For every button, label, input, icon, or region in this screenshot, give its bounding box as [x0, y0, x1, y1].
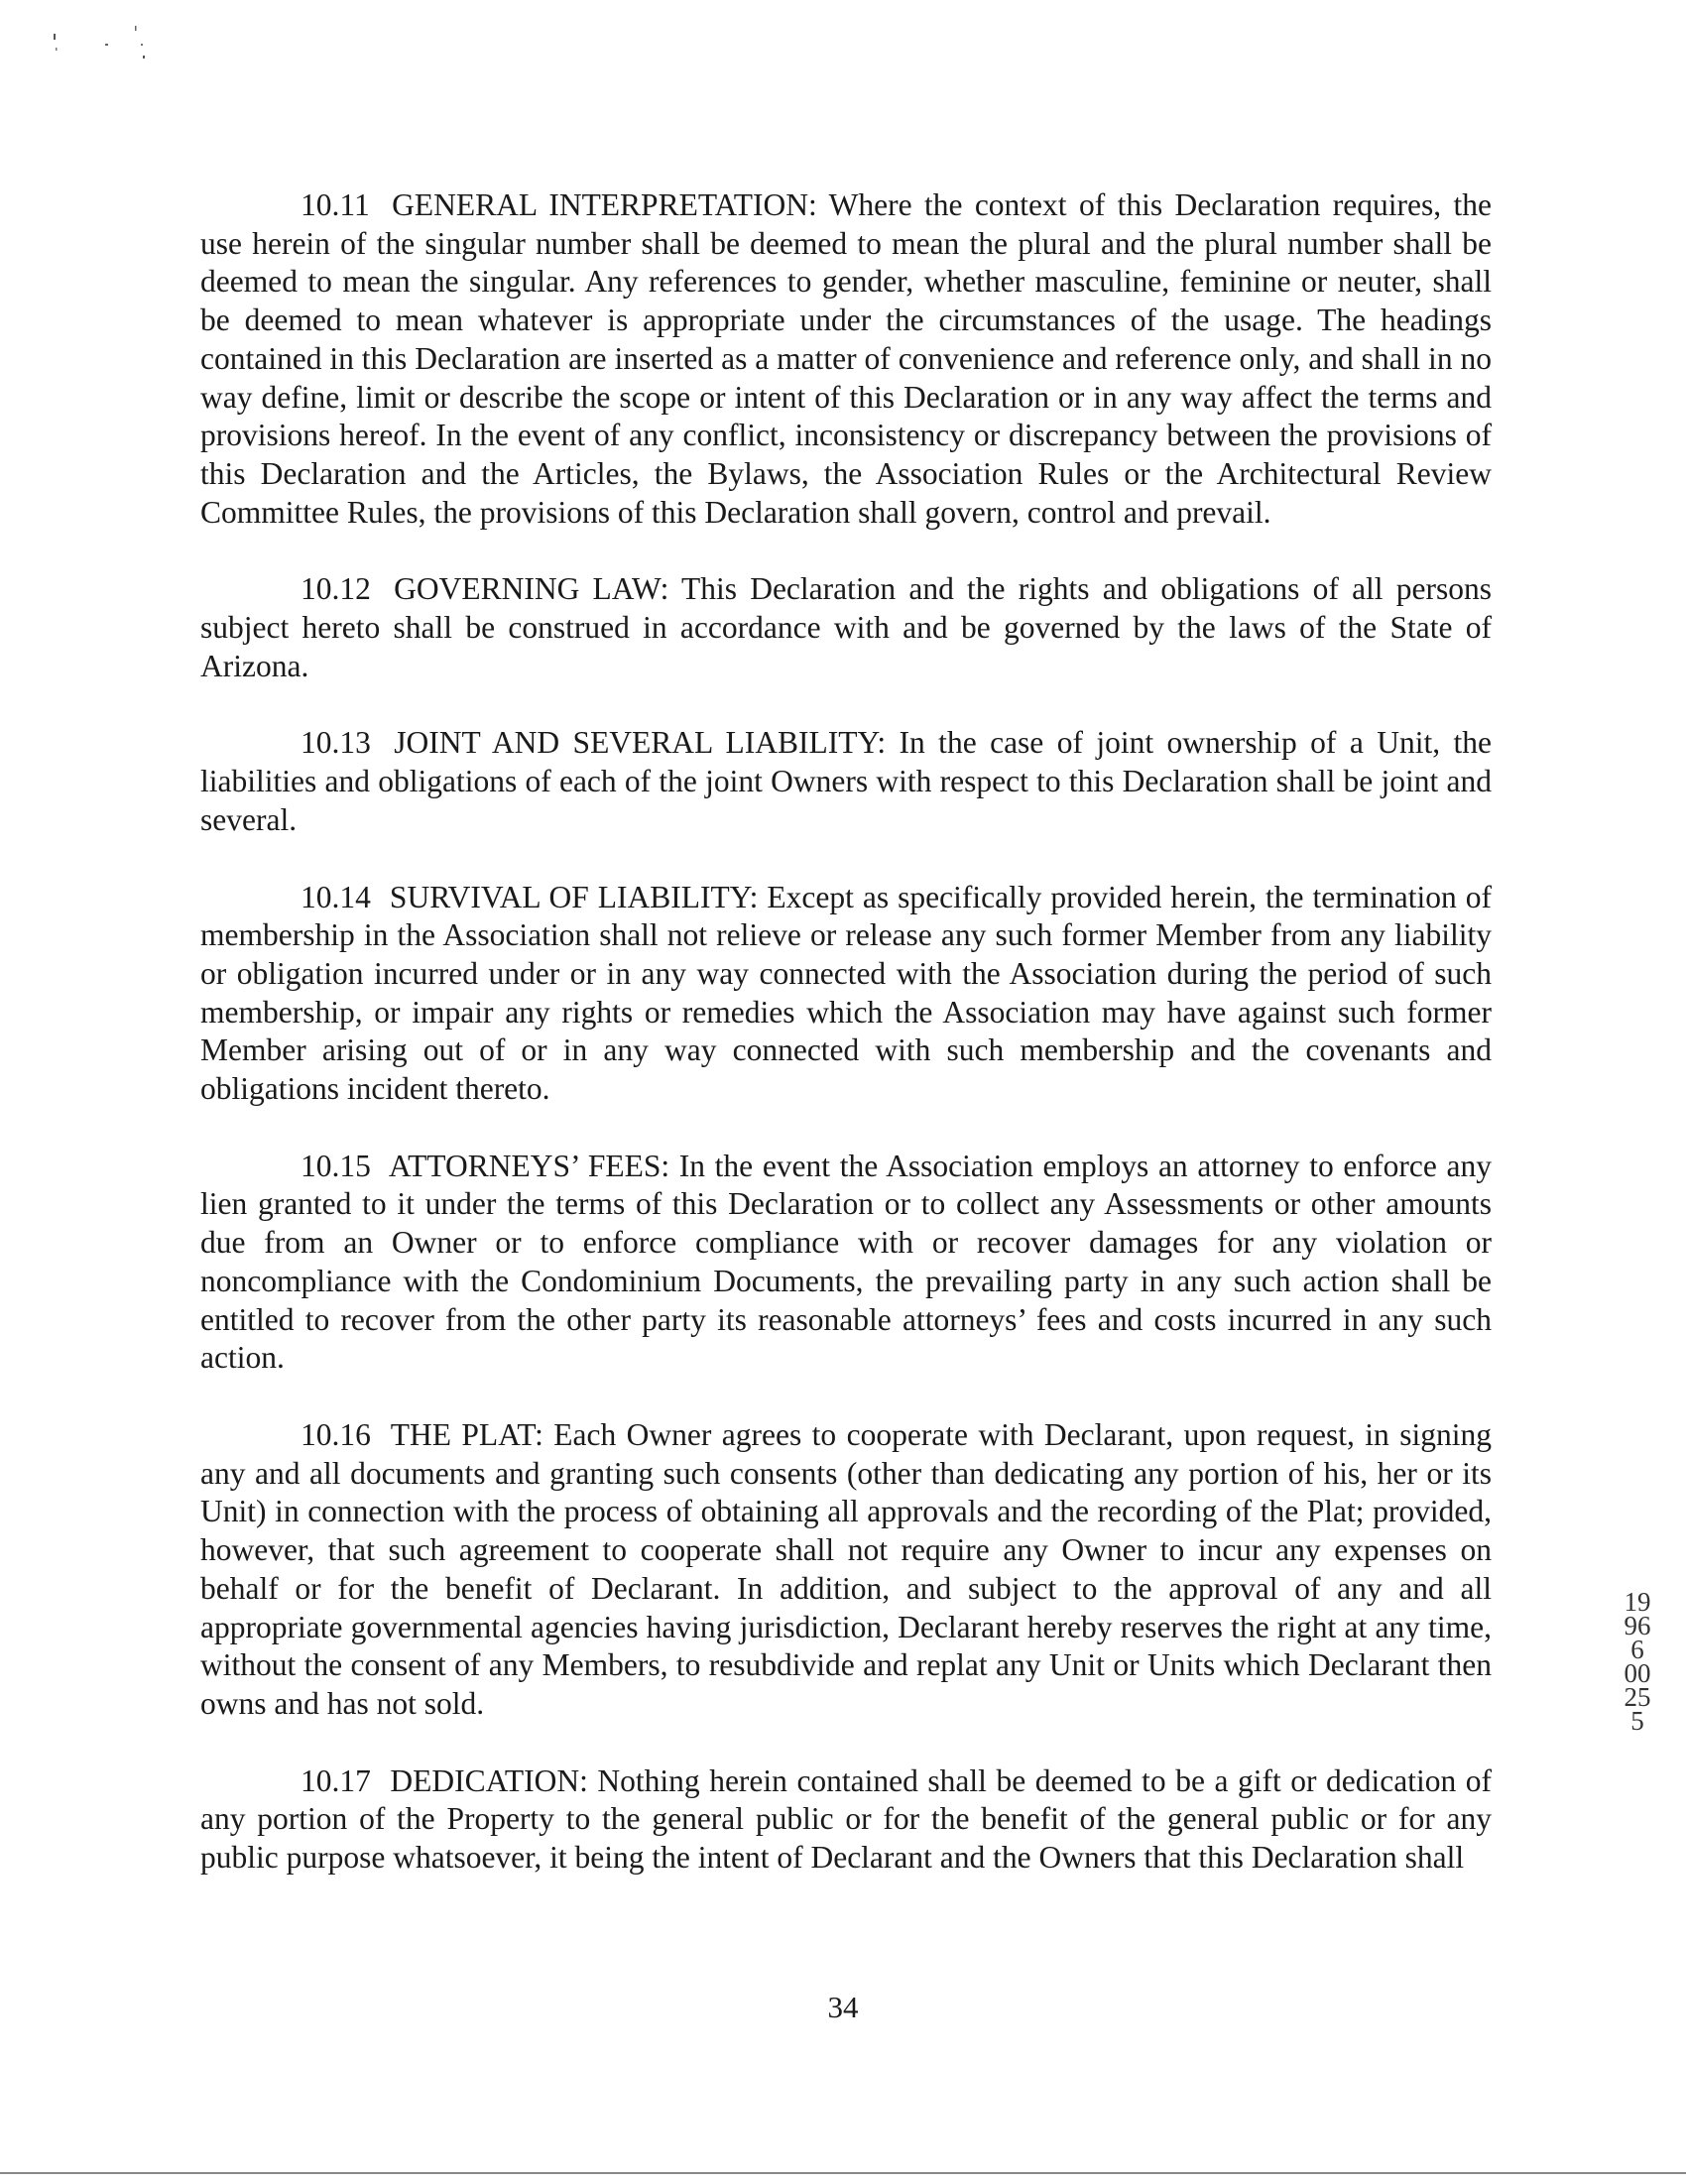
section-number: 10.13 — [301, 725, 371, 761]
section-10-14 — [200, 879, 1492, 1109]
section-10-16 — [200, 1416, 1492, 1724]
section-text: Except as specifically provided herein, the termination of membership in the Association shall not relieve or release any such former Member from any liability or obligation incurred under or in any way connected with the Association during the period of such membership, or impair any rights or remedies which the Association may have against such former Member arising out of or in any way connected with such membership and the covenants and obligations incident thereto. — [200, 879, 1492, 1107]
section-heading: DEDICATION: — [390, 1762, 588, 1798]
section-10-13 — [200, 724, 1492, 839]
section-heading: GENERAL INTERPRETATION: — [392, 187, 817, 222]
scan-edge-line — [0, 2172, 1686, 2174]
section-text: Nothing herein contained shall be deemed to be a gift or dedication of any portion of the Property to the general public or for the benefit of the general public or for any public purpose whatsoever, it being the intent of Declarant and the Owners that this Declaration shall — [200, 1762, 1492, 1876]
section-text: In the event the Association employs an attorney to enforce any lien granted to it under the terms of this Declaration or to collect any Assessments or other amounts due from an Owner or to enforce compliance with or recover damages for any violation or noncompliance with the Condominium Documents, the prevailing party in any such action shall be entitled to recover from the other party its reasonable attorneys’ fees and costs incurred in any such action. — [200, 1148, 1492, 1376]
section-heading: GOVERNING LAW: — [394, 571, 669, 607]
section-text: In the case of joint ownership of a Unit, the liabilities and obligations of each of the joint Owners with respect to this Declaration shall be joint and several. — [200, 725, 1492, 837]
section-10-11 — [200, 186, 1492, 532]
page-number: 34 — [827, 1990, 859, 2024]
section-number: 10.14 — [301, 879, 371, 914]
section-10-12 — [200, 570, 1492, 685]
section-heading: SURVIVAL OF LIABILITY: — [389, 879, 759, 914]
scan-marks — [46, 22, 165, 61]
recording-stamp: 19966 00255 — [1624, 1587, 1651, 1736]
section-heading: THE PLAT: — [390, 1416, 543, 1452]
section-number: 10.12 — [301, 571, 371, 607]
section-number: 10.15 — [301, 1148, 371, 1183]
section-number: 10.11 — [301, 187, 370, 222]
section-10-17 — [200, 1762, 1492, 1878]
section-10-15 — [200, 1148, 1492, 1378]
section-heading: JOINT AND SEVERAL LIABILITY: — [394, 725, 887, 761]
section-text: Each Owner agrees to cooperate with Declarant, upon request, in signing any and all documents and granting such consents (other than dedicating any portion of his, her or its Unit) in connection with the process of obtaining all approvals and the recording of the Plat; provided, however, that such agreement to cooperate shall not require any Owner to incur any expenses on behalf or for the benefit of Declarant. In addition, and subject to the approval of any and all appropriate governmental agencies having jurisdiction, Declarant hereby reserves the right at any time, without the consent of any Members, to resubdivide and replat any Unit or Units which Declarant then owns and has not sold. — [200, 1416, 1492, 1721]
section-number: 10.17 — [301, 1762, 371, 1798]
section-text: This Declaration and the rights and obligations of all persons subject hereto shall be construed in accordance with and be governed by the laws of the State of Arizona. — [200, 571, 1493, 683]
document-body — [200, 186, 1492, 1916]
section-text: Where the context of this Declaration requires, the use herein of the singular number shall be deemed to mean the plural and the plural number shall be deemed to mean the singular. Any references to gender, whether masculine, feminine or neuter, shall be deemed to mean whatever is appropriate under the circumstances of the usage. The headings contained in this Declaration are inserted as a matter of convenience and reference only, and shall in no way define, limit or describe the scope or intent of this Declaration or in any way affect the terms and provisions hereof. In the event of any conflict, inconsistency or discrepancy between the provisions of this Declaration and the Articles, the Bylaws, the Association Rules or the Architectural Review Committee Rules, the provisions of this Declaration shall govern, control and prevail. — [200, 187, 1492, 530]
section-heading: ATTORNEYS’ FEES: — [388, 1148, 670, 1183]
section-number: 10.16 — [301, 1416, 371, 1452]
